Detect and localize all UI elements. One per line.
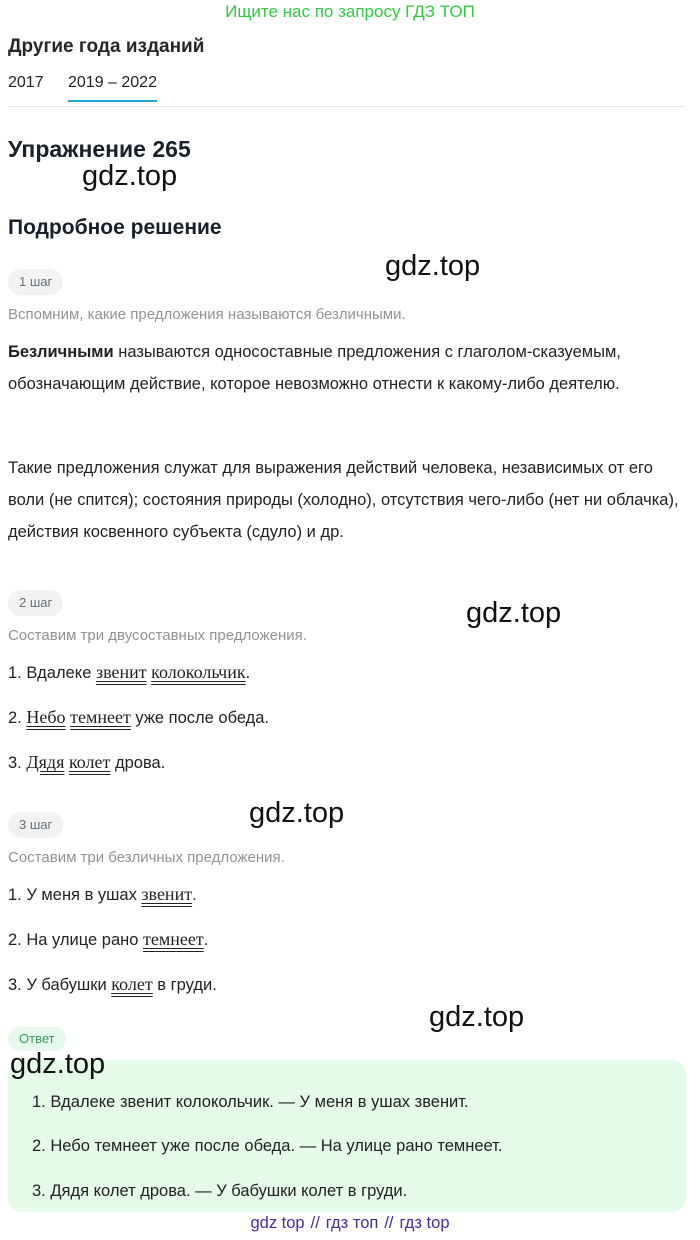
term-bold: Безличными: [8, 343, 114, 361]
sentence-text: Вдалеке: [26, 664, 96, 682]
step-1-badge: 1 шаг: [8, 269, 63, 295]
footer-links: [0, 1214, 700, 1233]
watermark: gdz.top: [249, 797, 345, 829]
predicate: колет: [111, 974, 153, 994]
sentence-text: в груди.: [152, 976, 217, 994]
step-2-sentence: [8, 660, 250, 685]
answer-line: 3. Дядя колет дрова. — У бабушки колет в груди.: [32, 1182, 408, 1200]
answer-line: 1. Вдалеке звенит колокольчик. — У меня в ушах звенит.: [32, 1093, 469, 1111]
sentence-text: .: [192, 886, 197, 904]
sentence-number: 3.: [8, 976, 27, 994]
predicate: темнеет: [143, 929, 204, 949]
sentence-text: На улице рано: [26, 931, 144, 949]
sentence-number: 1.: [8, 664, 27, 682]
watermark: gdz.top: [385, 250, 481, 282]
footer-separator: //: [310, 1214, 320, 1232]
step-1-intro: Вспомним, какие предложения называются безличными.: [8, 306, 406, 323]
sentence-number: 2.: [8, 709, 27, 727]
sentence-text: дрова.: [110, 754, 166, 772]
sentence-number: 2.: [8, 931, 27, 949]
predicate: звенит: [141, 884, 193, 904]
watermark: gdz.top: [466, 597, 562, 629]
definition-text: называются односоставные предложения с глаголом-сказуемым, обозначающим действие, которое невозможно отнести к какому-либо деятелю.: [8, 343, 621, 393]
sentence-number: 1.: [8, 886, 27, 904]
step-2-sentence: [8, 750, 165, 775]
sentence-text: У меня в ушах: [26, 886, 142, 904]
step-3-sentence: [8, 972, 217, 997]
step-2-intro: Составим три двусоставных предложения.: [8, 627, 307, 644]
sentence-number: 3.: [8, 754, 27, 772]
solution-title: Подробное решение: [8, 216, 222, 239]
watermark: gdz.top: [10, 1048, 106, 1080]
step-1-definition: [8, 336, 688, 400]
answer-badge: Ответ: [8, 1027, 66, 1051]
sentence-text: .: [245, 664, 251, 682]
step-3-sentence: [8, 882, 197, 907]
tab-2017[interactable]: 2017: [8, 74, 44, 91]
step-2-sentence: [8, 705, 269, 730]
footer-link[interactable]: gdz top: [250, 1214, 305, 1232]
predicate: темнеет: [70, 707, 131, 727]
footer-link[interactable]: гдз top: [399, 1214, 450, 1232]
answer-line: 2. Небо темнеет уже после обеда. — На улице рано темнеет.: [32, 1137, 503, 1155]
sentence-text: .: [203, 931, 209, 949]
step-3-sentence: [8, 927, 208, 952]
step-3-badge: 3 шаг: [8, 812, 63, 838]
step-3-intro: Составим три безличных предложения.: [8, 849, 285, 866]
step-2-badge: 2 шаг: [8, 590, 63, 616]
exercise-title: Упражнение 265: [8, 136, 191, 162]
predicate: колет: [68, 752, 111, 772]
top-banner: Ищите нас по запросу ГДЗ ТОП: [225, 2, 475, 21]
footer-link[interactable]: гдз топ: [325, 1214, 379, 1232]
sentence-text: У бабушки: [26, 976, 112, 994]
footer-separator: //: [384, 1214, 394, 1232]
subject: Дядя: [26, 752, 65, 772]
subject: Небо: [26, 707, 66, 727]
subject: колокольчик: [151, 662, 246, 682]
step-1-explanation: Такие предложения служат для выражения действий человека, независимых от его воли (не спится); состояния природы (холодно), отсутствия чего-либо (нет ни облачка), действия косвенного субъекта (сдуло) и др.: [8, 459, 679, 541]
watermark: gdz.top: [429, 1001, 525, 1033]
divider: [8, 106, 686, 107]
watermark: gdz.top: [82, 160, 178, 192]
sentence-text: уже после обеда.: [130, 709, 270, 727]
tab-2019-2022[interactable]: 2019 – 2022: [68, 74, 157, 102]
editions-title: Другие года изданий: [8, 36, 205, 57]
predicate: звенит: [95, 662, 147, 682]
